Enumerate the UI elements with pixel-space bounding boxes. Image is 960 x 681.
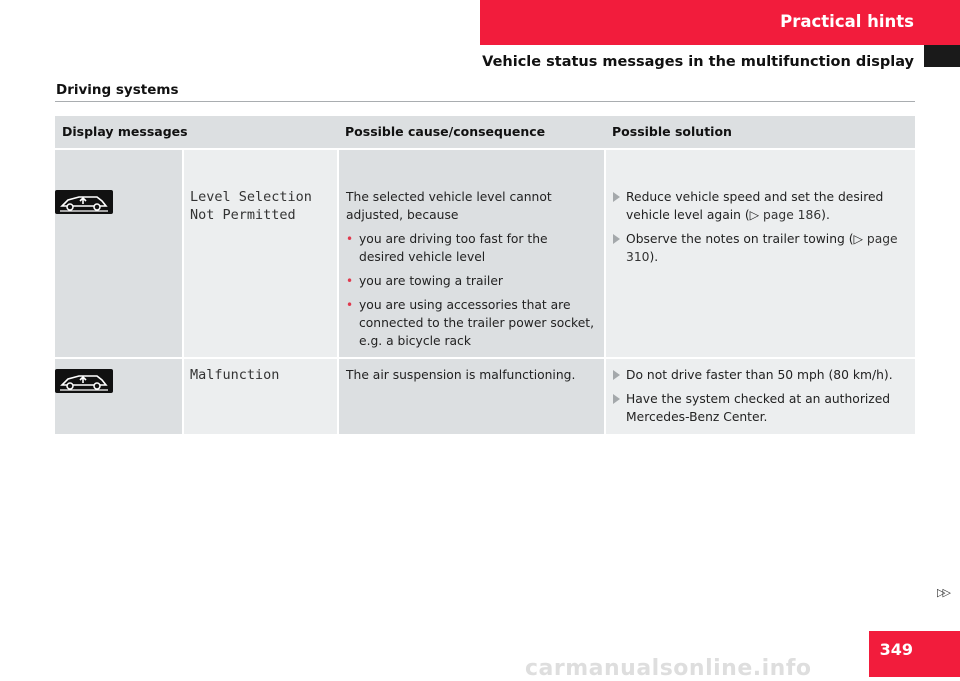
display-message: Level Selection Not Permitted (190, 189, 312, 223)
solution-step: Have the system checked at an authorized Mercedes-Benz Center. (613, 390, 907, 426)
solution-cell (605, 149, 915, 358)
page-reference[interactable]: page 186 (763, 208, 822, 222)
section-divider (55, 101, 915, 102)
icon-cell (55, 149, 183, 358)
message-cell (183, 149, 338, 358)
vehicle-level-icon (55, 369, 115, 395)
cause-cell (338, 149, 605, 358)
cause-bullet: • you are driving too fast for the desired vehicle level (346, 232, 548, 264)
header-tab (924, 45, 960, 67)
chapter-header (480, 0, 960, 45)
cause-bullet: • you are towing a trailer (346, 274, 503, 288)
step-arrow-icon (613, 192, 620, 202)
table-header-row (55, 116, 915, 149)
bullet-dot: • (346, 232, 354, 246)
watermark: carmanualsonline.info (525, 656, 812, 681)
continue-arrows-icon: ▷▷ (937, 586, 948, 599)
solution-step: Reduce vehicle speed and set the desired vehicle level again (▷ page 186). (613, 188, 907, 224)
chapter-title: Practical hints (780, 12, 914, 31)
solution-cell (605, 358, 915, 434)
page-reference[interactable]: page 310 (626, 232, 898, 264)
message-cell (183, 358, 338, 434)
page-ref-arrow-icon: ▷ (749, 208, 764, 222)
vehicle-level-icon (55, 190, 115, 216)
step-arrow-icon (613, 394, 620, 404)
table-row (55, 149, 915, 358)
bullet-dot: • (346, 274, 354, 288)
bullet-dot: • (346, 298, 354, 312)
column-header-cause: Possible cause/consequence (338, 116, 605, 149)
cause-cell (338, 358, 605, 434)
page-number: 349 (879, 640, 913, 659)
display-message: Malfunction (190, 367, 280, 383)
messages-table (55, 116, 915, 434)
page-ref-arrow-icon: ▷ (853, 232, 867, 246)
step-arrow-icon (613, 370, 620, 380)
cause-bullet: • you are using accessories that are connected to the trailer power socket, e.g. a bicycle rack (346, 298, 595, 348)
solution-step: Observe the notes on trailer towing (▷ page 310). (613, 230, 907, 266)
column-header-solution: Possible solution (605, 116, 915, 149)
table-row (55, 358, 915, 434)
column-header-display: Display messages (55, 116, 338, 149)
icon-cell (55, 358, 183, 434)
cause-intro: The air suspension is malfunctioning. (346, 368, 576, 382)
cause-intro: The selected vehicle level cannot adjusted, because (346, 190, 552, 222)
solution-step: Do not drive faster than 50 mph (80 km/h). (613, 366, 907, 384)
step-arrow-icon (613, 234, 620, 244)
section-title: Driving systems (56, 82, 179, 98)
page-subtitle: Vehicle status messages in the multifunction display (482, 54, 914, 70)
